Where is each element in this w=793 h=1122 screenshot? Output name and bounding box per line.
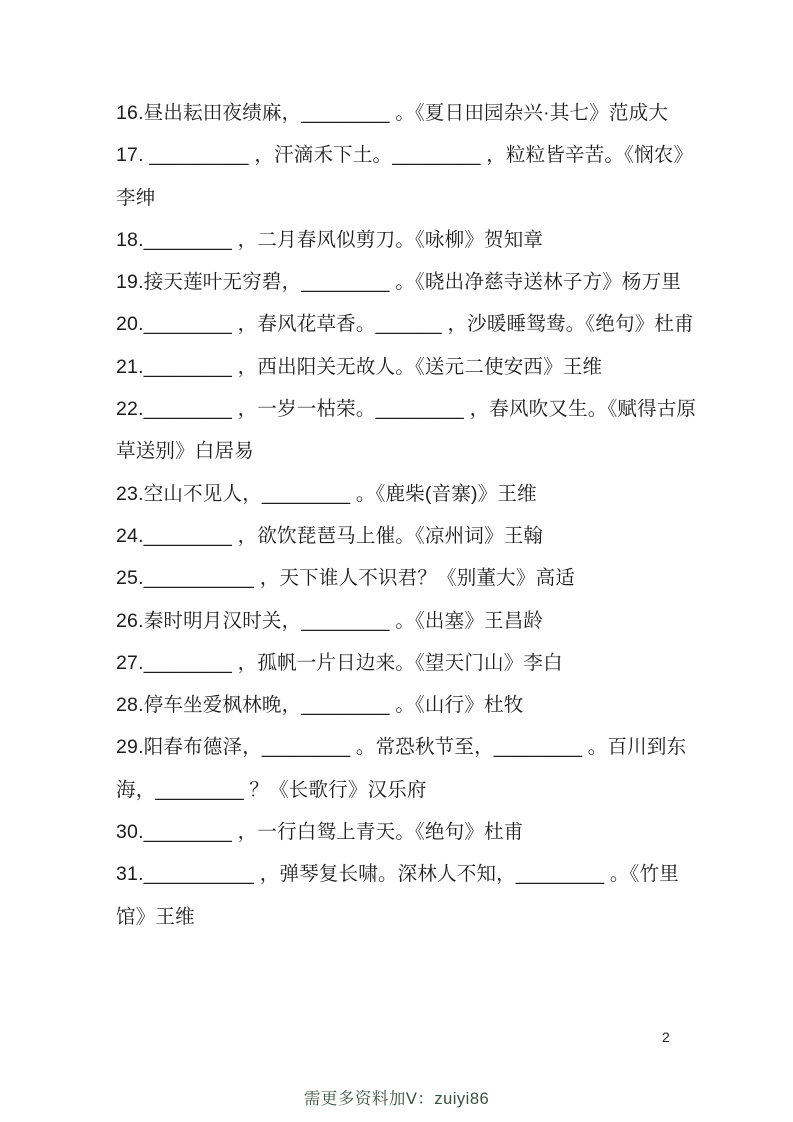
item-17-line-2: 李绅	[116, 186, 156, 209]
item-24-line-1: 24.________ ，欲饮琵琶马上催。《凉州词》王翰	[116, 524, 544, 547]
item-30-line-1: 30.________ ，一行白鸳上青天。《绝句》杜甫	[116, 821, 524, 844]
item-27-line-1: 27.________ ，孤帆一片日边来。《望天门山》李白	[116, 651, 563, 674]
item-28-line-1: 28.停车坐爱枫林晚，________ 。《山行》杜牧	[116, 694, 524, 717]
item-29-line-2: 海，________ ？《长歌行》汉乐府	[116, 778, 427, 801]
item-19-line-1: 19.接天莲叶无穷碧，________ 。《晓出净慈寺送林子方》杨万里	[116, 271, 682, 294]
footer-watermark: 需更多资料加V：zuiyi86	[303, 1090, 490, 1108]
worksheet-items	[116, 92, 697, 938]
item-22-line-1: 22.________ ，一岁一枯荣。________ ，春风吹又生。《赋得古原	[116, 398, 697, 421]
page-number: 2	[662, 1029, 670, 1045]
item-29-line-1: 29.阳春布德泽，________ 。常恐秋节至，________ 。百川到东	[116, 736, 687, 759]
item-20-line-1: 20.________ ，春风花草香。______ ，沙暖睡鸳鸯。《绝句》杜甫	[116, 313, 694, 336]
item-31-line-1: 31.__________ ，弹琴复长啸。深林人不知，________ 。《竹里	[116, 863, 679, 886]
item-16-line-1: 16.昼出耘田夜绩麻，________ 。《夏日田园杂兴·其七》范成大	[116, 102, 669, 124]
item-26-line-1: 26.秦时明月汉时关，________ 。《出塞》王昌龄	[116, 609, 544, 632]
item-22-line-2: 草送别》白居易	[116, 440, 254, 463]
item-25-line-1: 25.__________ ，天下谁人不识君？《别董大》高适	[116, 567, 575, 590]
item-18-line-1: 18.________ ，二月春风似剪刀。《咏柳》贺知章	[116, 228, 544, 251]
item-23-line-1: 23.空山不见人，________ 。《鹿柴(音寨)》王维	[116, 482, 537, 505]
item-31-line-2: 馆》王维	[116, 905, 195, 928]
item-17-line-1: 17. _________ ，汗滴禾下土。________ ，粒粒皆辛苦。《悯农》	[116, 144, 694, 167]
item-21-line-1: 21.________ ，西出阳关无故人。《送元二使安西》王维	[116, 355, 603, 378]
